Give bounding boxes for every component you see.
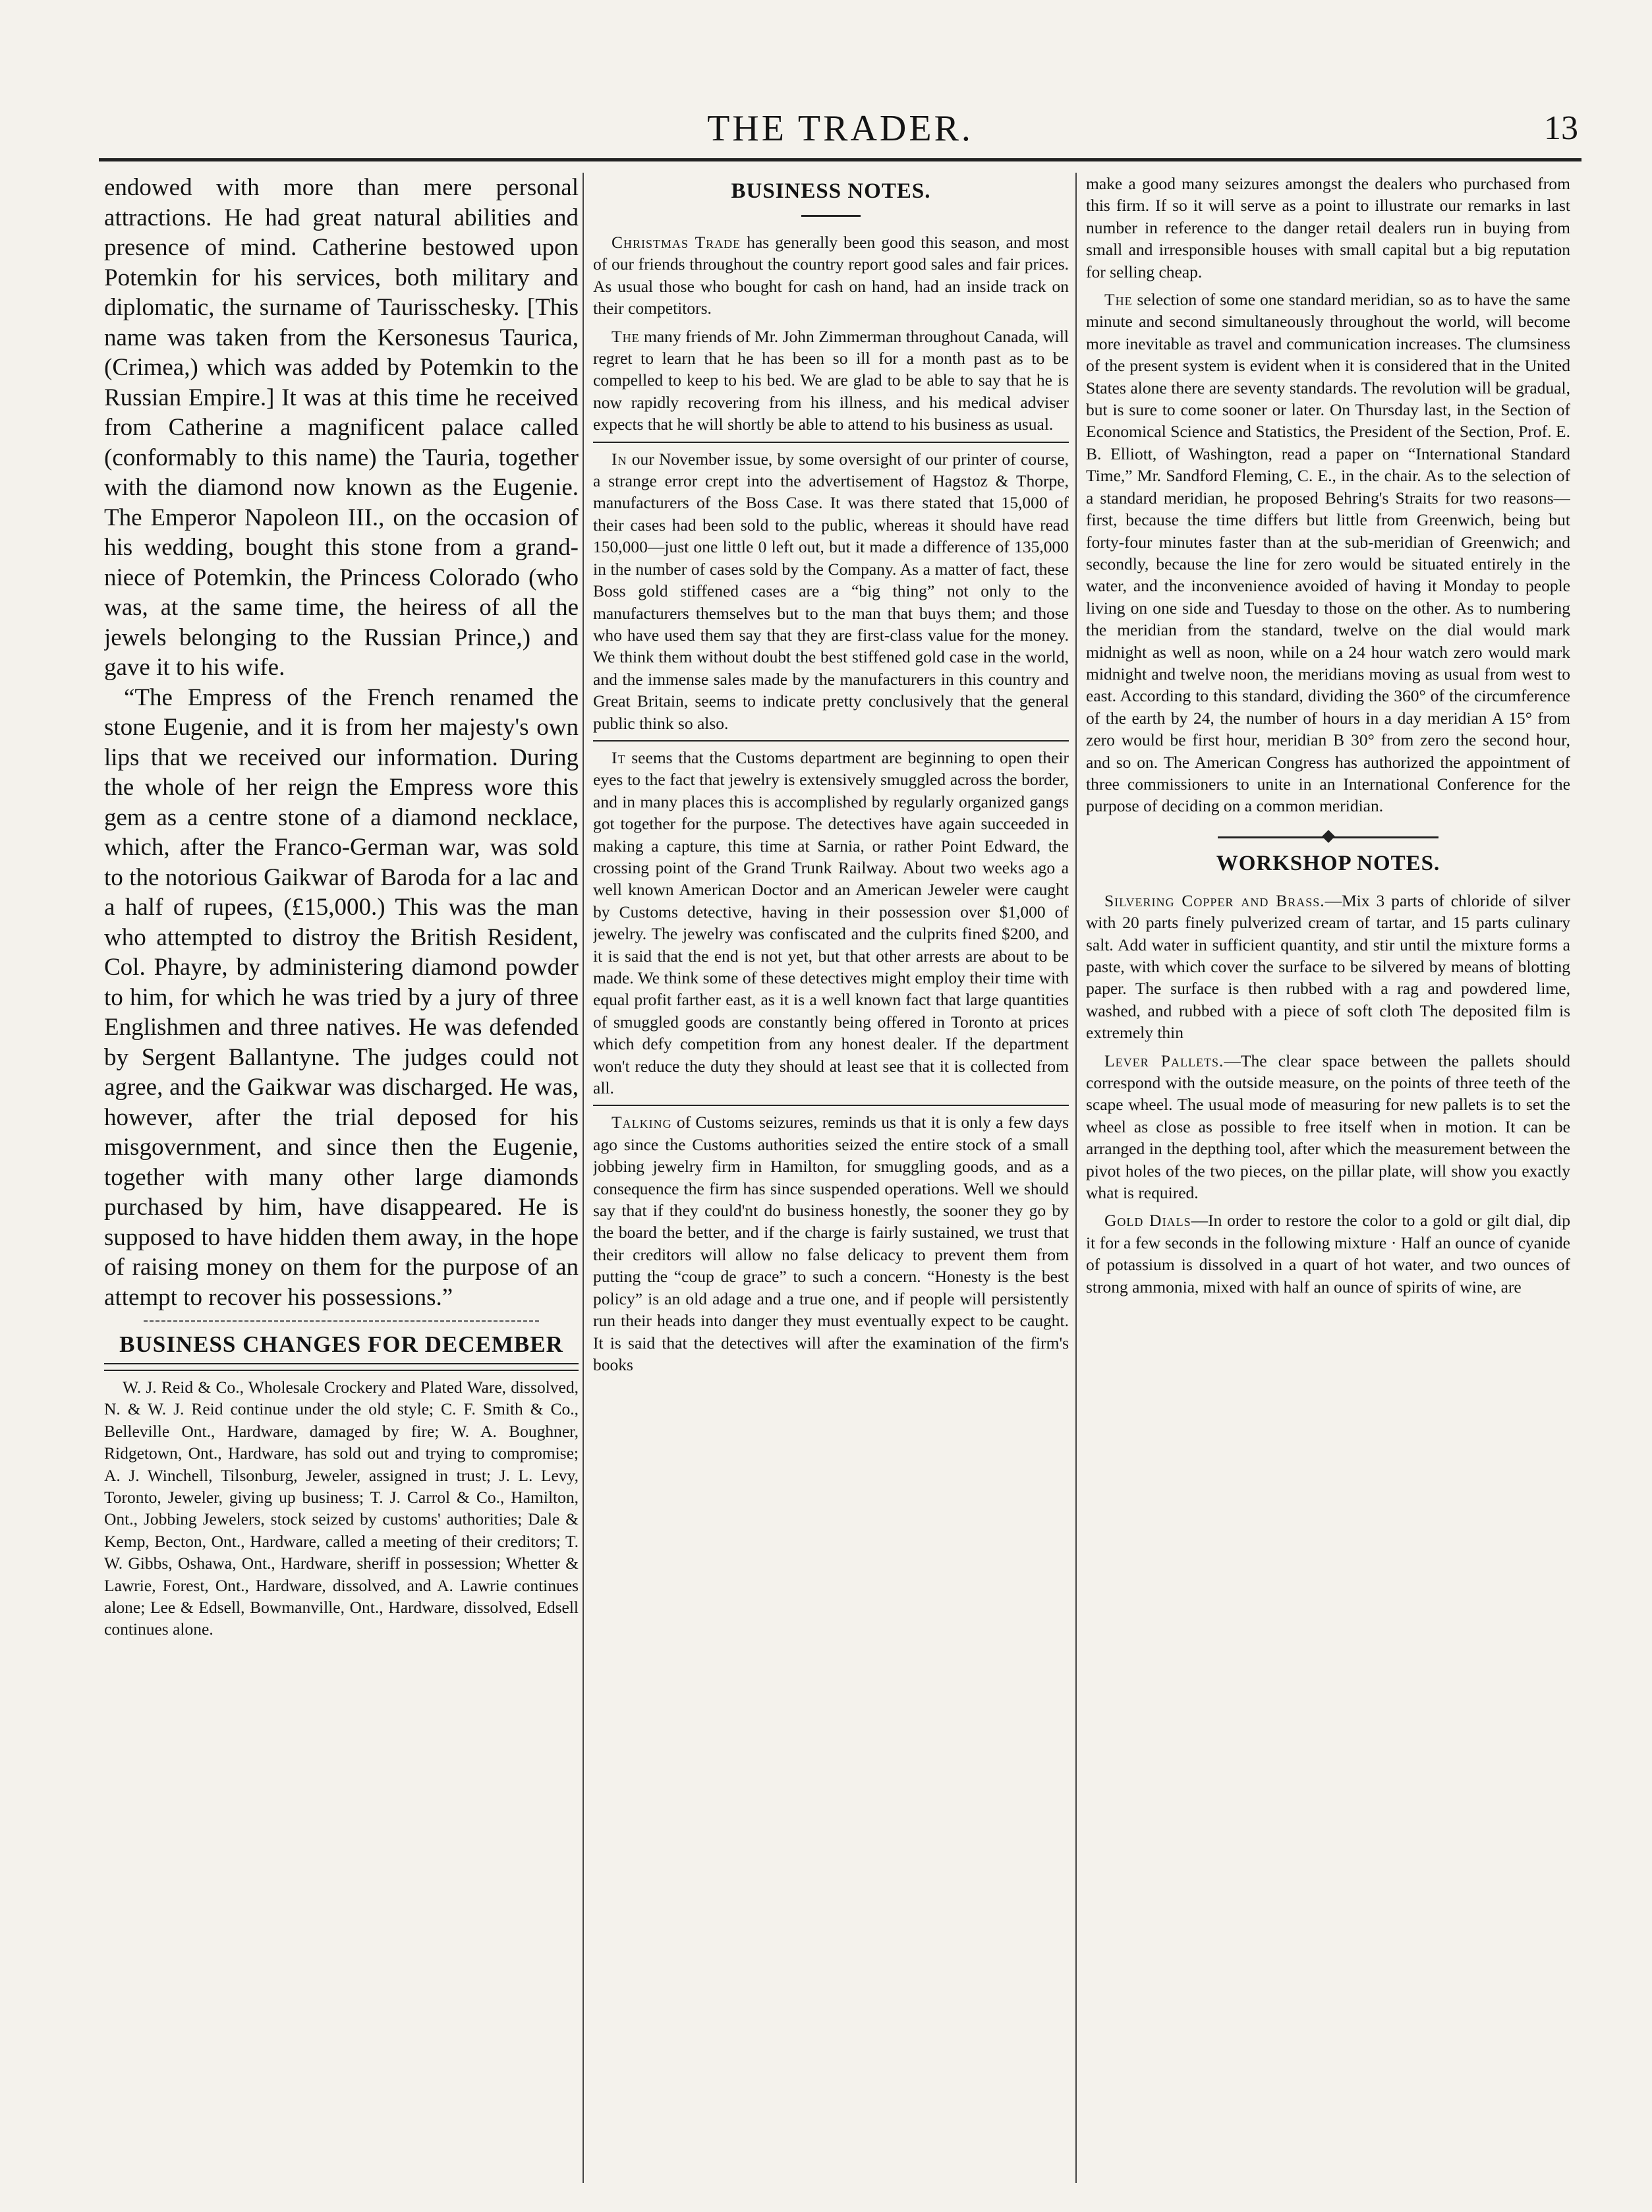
note-text: seems that the Customs department are beginning to open their eyes to the fact that jewelry is extensively smuggled across the border, and in many places this is accomplished by regularly organized gangs got together for the purpose. The detectives have again succeeded in making a capture, this time at Sarnia, or rather Point Edward, the crossing point of the Grand Trunk Railway. About two weeks ago a well known American Doctor and an American Jeweler were caught by Customs detective, having in their possession over $1,000 of jewelry. The jewelry was confiscated and the culprits fined $200, and it is said that the end is not yet, but that other arrests are about to be made. We think some of these detectives might employ their time with equal profit farther east, as it is a well known fact that large quantities of smuggled goods are constantly being offered in Toronto at prices which defy competition from any honest dealer. If the department won't reduce the duty they should at least see that it is collected from all. — [593, 747, 1069, 1098]
note-text: our November issue, by some oversight of our printer of course, a strange error crept into the advertisement of Hagstoz & Thorpe, manufacturers of the Boss Case. It was there stated that 15,000 of their cases had been sold to the public, whereas it should have read 150,000—just one little 0 left out, but it made a difference of 135,000 in the number of cases sold by the Company. As a matter of fact, these Boss gold stiffened cases are a “big thing” not only to the manufacturers themselves but to the man that buys them; and those who have used them say that they are first-class value for the money. We think them without doubt the best stiffened gold case in the world, and the immense sales made by the manufacturers in this country and Great Britain, seems to indicate pretty conclusively that the general public think so also. — [593, 449, 1069, 733]
column-3 — [1086, 173, 1570, 2196]
note-lead: Gold Dials — [1104, 1211, 1191, 1231]
short-rule — [801, 215, 861, 217]
workshop-notes-heading: WORKSHOP NOTES. — [1216, 851, 1440, 875]
masthead — [99, 105, 1581, 161]
heading-underline — [104, 1363, 579, 1371]
divider — [593, 1105, 1069, 1106]
continued-paragraph: make a good many seizures amongst the dealers who purchased from this firm. If so it will serve as a point to illustrate our remarks in last number in reference to the danger retail dealers run in buying from small and irresponsible houses with small capital but a big reputation for selling cheap. — [1086, 174, 1570, 281]
meridian-paragraph — [1086, 289, 1570, 817]
note-text: many friends of Mr. John Zimmerman throughout Canada, will regret to learn that he has been so ill for a month past as to be compelled to keep to his bed. We are glad to be able to say that he is now rapidly recovering from his illness, and his medical adviser expects that he will shortly be able to attend to his business as usual. — [593, 326, 1069, 434]
eugenie-article — [104, 173, 579, 1312]
business-changes-list — [104, 1376, 579, 1641]
note-text: —The clear space between the pallets should correspond with the outside measure, on the points of three teeth of the scape wheel. The usual mode of measuring for new pallets is to set the wheel as close as possible to free itself when in motion. It can be arranged in the depthing tool, after which the measurement between the pivot holes of the two pieces, on the pillar plate, will show you exactly what is required. — [1086, 1051, 1570, 1203]
note-text: —In order to restore the color to a gold or gilt dial, dip it for a few seconds in the following mixture · Half an ounce of cyanide of potassium is dissolved in a quart of hot water, and two ounces of strong ammonia, mixed with half an ounce of spirits of wine, are — [1086, 1211, 1570, 1296]
article-paragraph: endowed with more than mere personal attractions. He had great natural abilities and presence of mind. Catherine bestowed upon Potemkin for his services, both military and diplomatic, the surname of Taurisschesky. [This name was taken from the Kersonesus Taurica, (Crimea,) which was added by Potemkin to the Russian Empire.] It was at this time he received from Catherine a magnificent palace called (conformably to this name) the Tauria, together with the diamond now known as the Eugenie. The Emperor Napoleon III., on the occasion of his wedding, bought this stone from a grand-niece of Potemkin, the Princess Colorado (who was, at the same time, the heiress of all the jewels belonging to the Russian Prince,) and gave it to his wife. — [104, 174, 579, 681]
note-paragraph — [593, 1111, 1069, 1376]
note-paragraph — [593, 326, 1069, 436]
note-text: —Mix 3 parts of chloride of silver with 20 parts finely pulverized cream of tartar, and 15 parts culinary salt. Add water in sufficient quantity, and stir until the mixture forms a paste, with which cover the surface to be silvered by means of blotting paper. The surface is then rubbed with a rag and powdered lime, washed, and rubbed with a piece of soft cloth The deposited film is extremely thin — [1086, 890, 1570, 1043]
divider — [593, 442, 1069, 443]
column-2 — [593, 173, 1069, 2196]
note-lead: Silvering Copper and Brass. — [1104, 890, 1325, 910]
business-notes-heading: BUSINESS NOTES. — [731, 179, 931, 203]
business-changes-text: W. J. Reid & Co., Wholesale Crockery and Plated Ware, dissolved, N. & W. J. Reid continue under the old style; C. F. Smith & Co., Belleville Ont., Hardware, damaged by fire; W. A. Boughner, Ridgetown, Ont., Hardware, has sold out and trying to compromise; A. J. Winchell, Tilsonburg, Jeweler, assigned in trust; J. L. Levy, Toronto, Jeweler, giving up business; T. J. Carrol & Co., Hamilton, Ont., Jobbing Jewelers, stock seized by customs' authorities; Dale & Kemp, Becton, Ont., Hardware, called a meeting of their creditors; T. W. Gibbs, Oshawa, Ont., Hardware, sheriff in possession; Whetter & Lawrie, Forest, Ont., Hardware, dissolved, and A. Lawrie continues alone; Lee & Edsell, Bowmanville, Ont., Hardware, dissolved, Edsell continues alone. — [104, 1378, 579, 1639]
column-rule — [1075, 173, 1077, 2183]
note-text: of Customs seizures, reminds us that it is only a few days ago since the Customs authorities seized the entire stock of a small jobbing jewelry firm in Hamilton, for smuggling goods, and as a consequence the firm has since suspended operations. Well we should say that if they could'nt do business honestly, the sooner they go by the board the better, and if the charge is fairly sustained, we trust that their creditors will allow no false delicacy to prevent them from putting the “coup de grace” to such a concern. “Honesty is the best policy” is an old adage and a true one, and if people will persistently run their heads into danger they must eventually expect to be caught. It is said that the detectives will after the examination of the firm's books — [593, 1113, 1069, 1374]
business-changes-heading: BUSINESS CHANGES FOR DECEMBER — [119, 1331, 563, 1357]
note-lead: It — [612, 747, 626, 767]
note-lead: The — [612, 326, 640, 346]
article-paragraph: “The Empress of the French renamed the stone Eugenie, and it is from her majesty's own lips that we received our information. During the whole of her reign the Empress wore this gem as a centre stone of a diamond necklace, which, after the Franco-German war, was sold to the notorious Gaikwar of Baroda for a lac and a half of rupees, (£15,000.) This was the man who attempted to distroy the British Resident, Col. Phayre, by administering diamond powder to him, for which he was tried by a jury of three Englishmen and three natives. He was defended by Sergent Ballantyne. The judges could not agree, and the Gaikwar was discharged. He was, however, after the trial deposed for his misgovernment, and since then the Eugenie, together with many other large diamonds purchased by him, have disappeared. He is supposed to have hidden them away, in the hope of raising money on them for the purpose of an attempt to recover his possessions.” — [104, 684, 579, 1311]
column-rule — [583, 173, 584, 2183]
page-number: 13 — [1544, 109, 1578, 147]
workshop-paragraph — [1086, 1209, 1570, 1298]
divider — [593, 740, 1069, 742]
note-text: selection of some one standard meridian, so as to have the same minute and second simultaneously throughout the world, will become more inevitable as travel and communication increases. The clumsiness of the present system is evident when it is considered that in the United States alone there are seventy standards. The revolution will be gradual, but is sure to come sooner or later. On Thursday last, in the Section of Economical Science and Statistics, the President of the Section, Prof. E. B. Elliott, of Washington, read a paper on “International Standard Time,” Mr. Sandford Fleming, C. E., in the chair. As to the selection of a standard meridian, he proposed Behring's Straits for two reasons—first, because the time differs but little from Greenwich, being but forty-four minutes faster than at the sub-meridian of Greenwich; and secondly, because the line for zero would be situated entirely in the water, and the inconvenience avoided of having it Monday to people living on one side and Tuesday to those on the other. As to numbering the meridian from the standard, twelve on the dial would mark midnight as well as noon, while on a 24 hour watch zero would mark midnight and twelve noon, the meridians moving as usual from west to east. According to this standard, dividing the 360° of the circumference of the earth by 24, the number of hours in a day meridian A 15° from zero would be first hour, meridian B 30° from zero the second hour, and so on. The American Congress has authorized the appointment of three commissioners to unite in an International Conference for the purpose of deciding on a common meridian. — [1086, 290, 1570, 816]
dashed-divider — [144, 1320, 539, 1322]
note-lead: Talking — [612, 1113, 672, 1132]
note-lead: Christmas Trade — [612, 233, 741, 252]
note-paragraph — [593, 448, 1069, 734]
publication-title: THE TRADER. — [707, 108, 973, 149]
ornamental-divider — [1086, 830, 1570, 844]
note-paragraph — [593, 747, 1069, 1099]
note-lead: The — [1104, 290, 1133, 310]
note-lead: In — [612, 449, 627, 469]
note-lead: Lever Pallets. — [1104, 1051, 1224, 1070]
column-1 — [104, 173, 579, 2196]
note-text: has generally been good this season, and most of our friends throughout the country report good sales and fair prices. As usual those who bought for cash on hand, had an inside track on their competitors. — [593, 233, 1069, 318]
note-paragraph — [593, 231, 1069, 320]
workshop-paragraph — [1086, 890, 1570, 1044]
workshop-paragraph — [1086, 1050, 1570, 1204]
